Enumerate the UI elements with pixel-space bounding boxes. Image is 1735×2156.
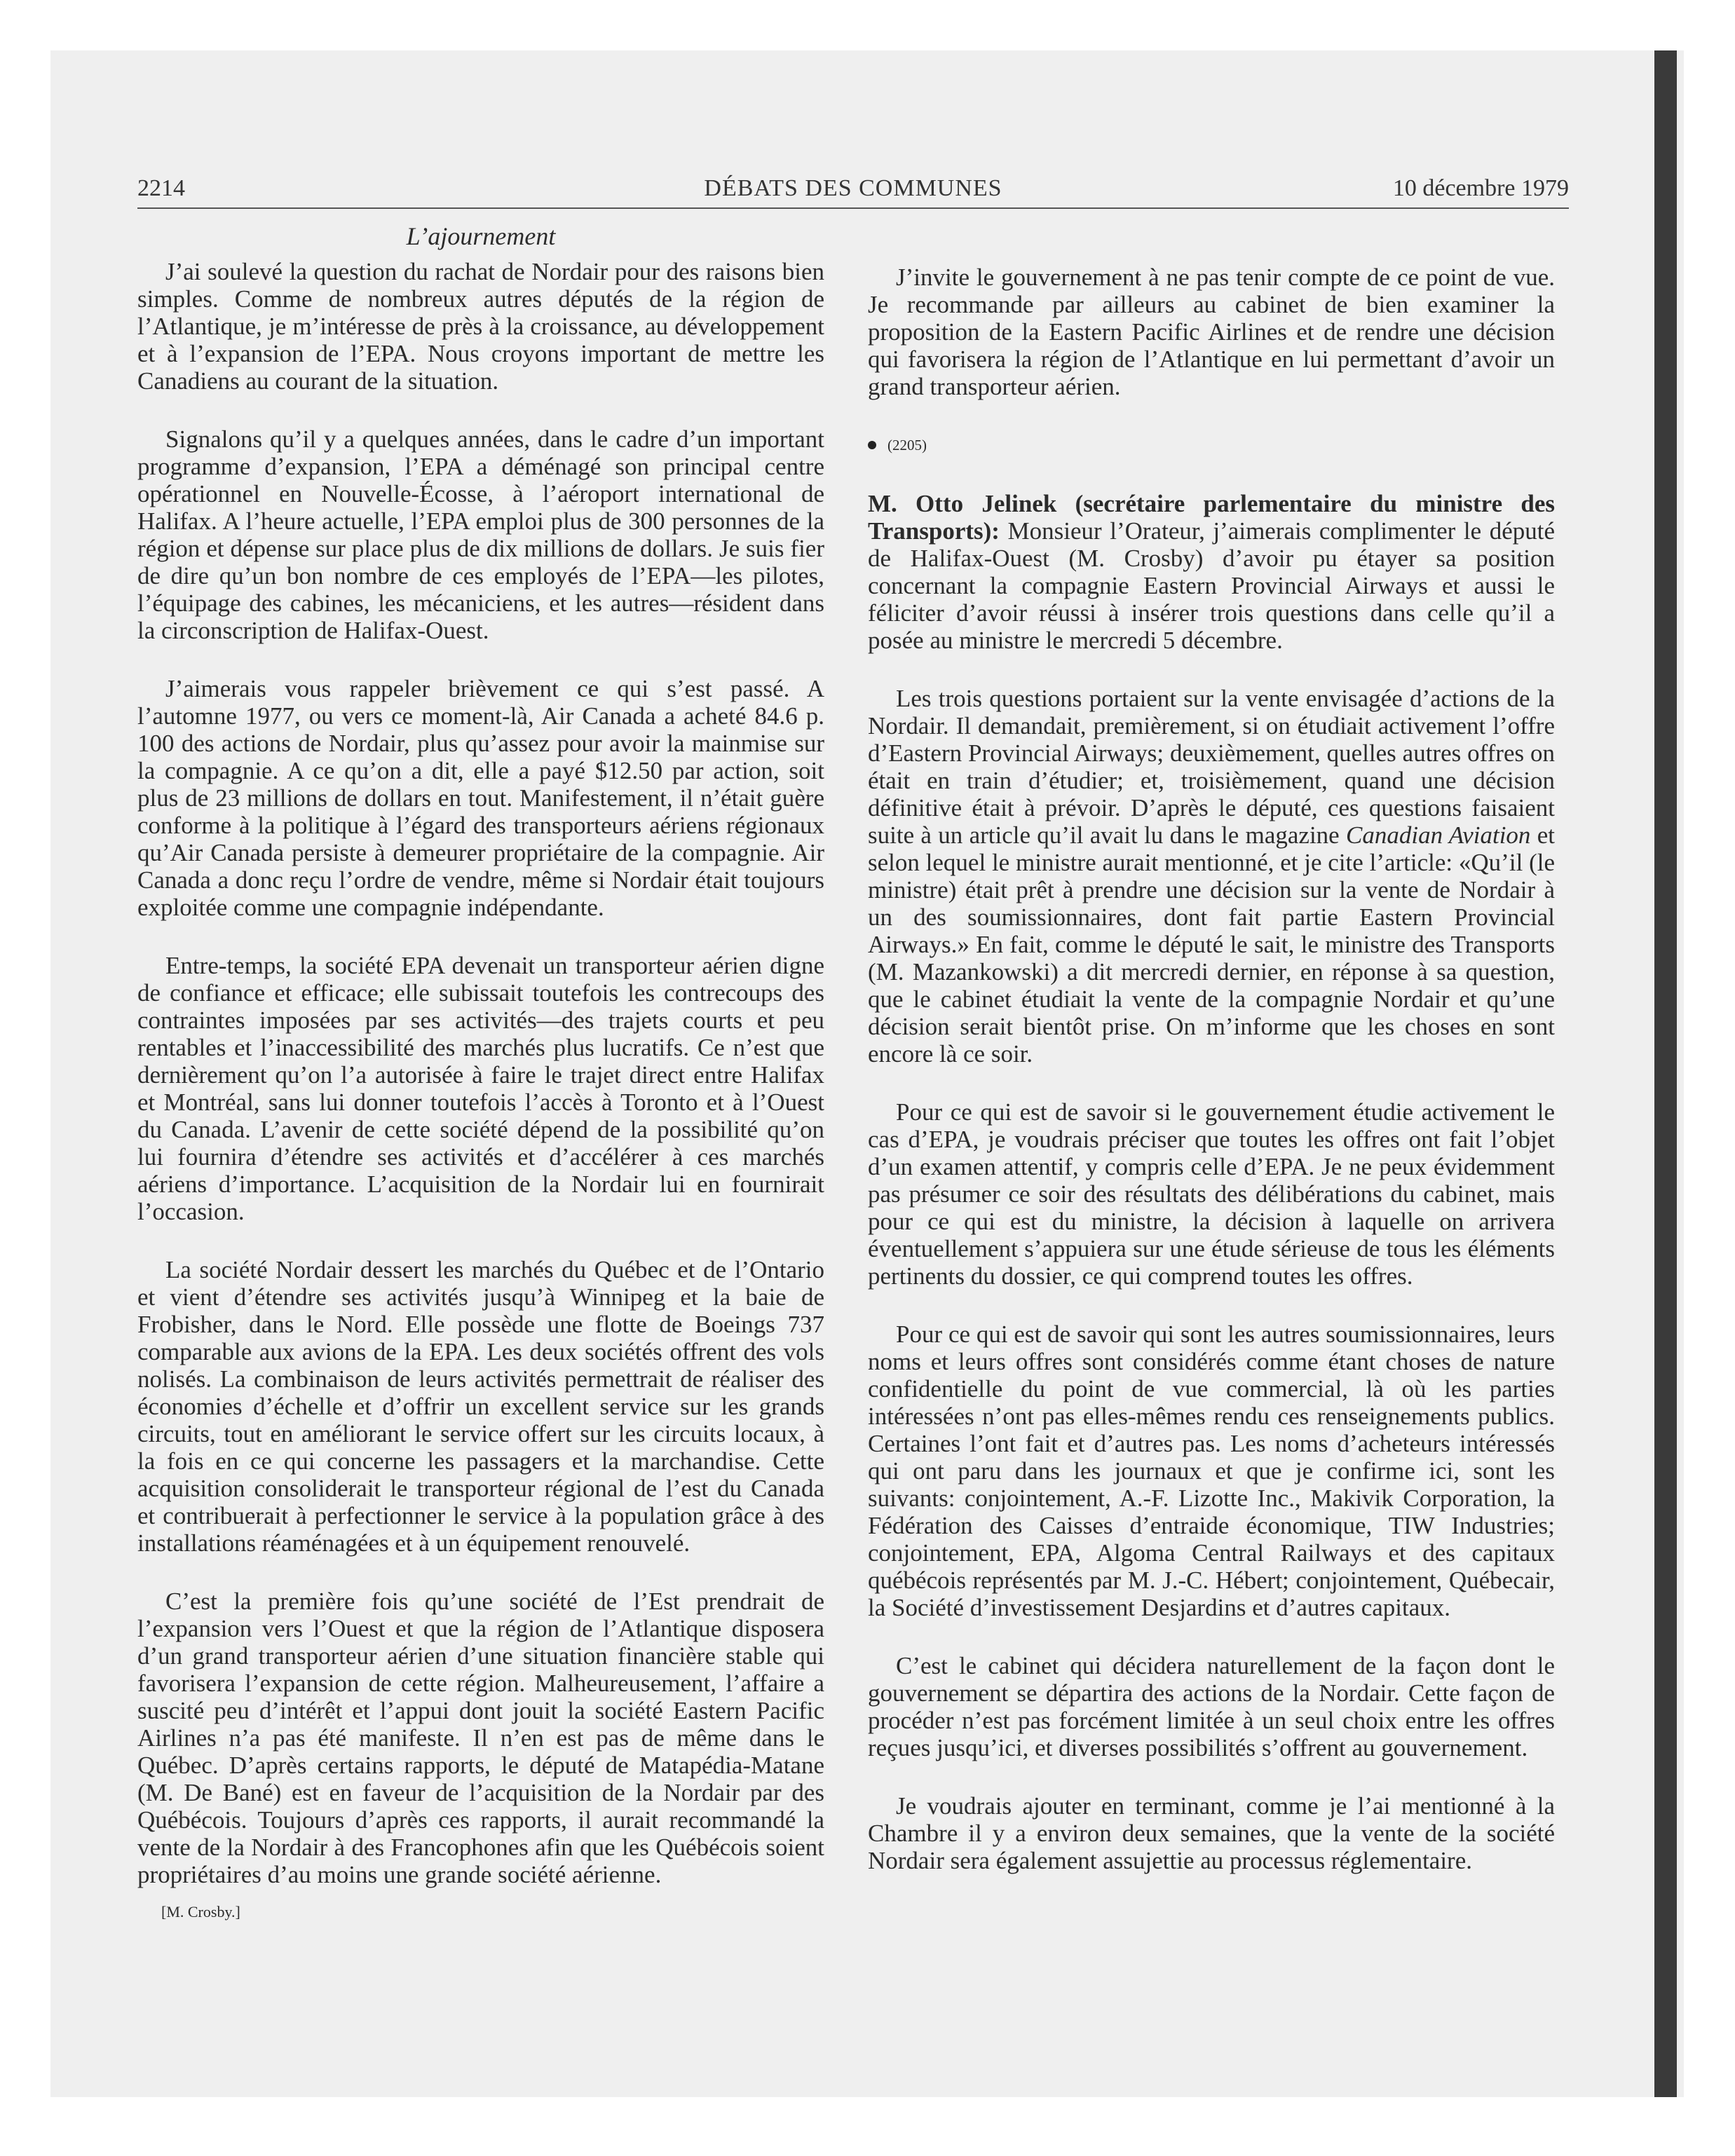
paragraph: J’aimerais vous rappeler brièvement ce qui s’est passé. A l’automne 1977, ou vers ce moment-là, Air Canada a acheté 84.6 p. 100 des actions de Nordair, plus qu’assez pour avoir la mainmise sur la compagnie. A ce qu’on a dit, elle a payé $12.50 par action, soit plus de 23 millions de dollars en tout. Manifestement, il n’était guère conforme à la politique à l’égard des transporteurs aériens régionaux qu’Air Canada persiste à demeurer propriétaire de la compagnie. Air Canada a donc reçu l’ordre de vendre, même si Nordair était toujours exploitée comme une compagnie indépendante. (137, 675, 824, 921)
paragraph: J’invite le gouvernement à ne pas tenir compte de ce point de vue. Je recommande par ailleurs au cabinet de bien examiner la proposition de la Eastern Pacific Airlines et de rendre une décision qui favorisera la région de l’Atlantique en lui permettant d’avoir un grand transporteur aérien. (868, 264, 1555, 400)
paragraph: C’est la première fois qu’une société de l’Est prendrait de l’expansion vers l’Ouest et que la région de l’Atlantique disposera d’un grand transporteur aérien d’une situation financière stable qui favorisera l’expansion de cette région. Malheureusement, l’affaire a suscité peu d’intérêt et l’appui dont jouit la société Eastern Pacific Airlines n’a pas été manifeste. Il n’en est pas de même dans le Québec. D’après certains rapports, le député de Matapédia-Matane (M. De Bané) est en faveur de l’acquisition de la Nordair par des Québécois. Toujours d’après ces rapports, il aurait recommandé la vente de la Nordair à des Francophones afin que les Québécois soient propriétaires d’au moins une grande société aérienne. (137, 1588, 824, 1888)
magazine-title: Canadian Aviation (1346, 821, 1531, 849)
paragraph (868, 685, 1555, 1067)
speaker-attribution: [M. Crosby.] (161, 1903, 240, 1920)
paragraph: Je voudrais ajouter en terminant, comme je l’ai mentionné à la Chambre il y a environ deux semaines, que la vente de la société Nordair sera également assujettie au processus réglementaire. (868, 1792, 1555, 1874)
paragraph: C’est le cabinet qui décidera naturellement de la façon dont le gouvernement se départira des actions de la Nordair. Cette façon de procéder n’est pas forcément limitée à un seul choix entre les offres reçues jusqu’ici, et diverses possibilités s’offrent au gouvernement. (868, 1652, 1555, 1761)
paragraph-text: et selon lequel le ministre aurait mentionné, et je cite l’article: «Qu’il (le ministre) était prêt à prendre une décision sur la vente de Nordair à un des soumissionnaires, dont fait partie Eastern Provincial Airways.» En fait, comme le député le sait, le ministre des Transports (M. Mazankowski) a dit mercredi dernier, en réponse à sa question, que le cabinet étudiait la vente de la compagnie Nordair et qu’une décision serait bientôt prise. On m’informe que les choses en sont encore là ce soir. (868, 821, 1555, 1067)
bullet-icon (868, 441, 876, 449)
left-column (137, 223, 824, 1925)
page-header (137, 170, 1569, 209)
time-marker (868, 431, 1555, 459)
paragraph: Entre-temps, la société EPA devenait un transporteur aérien digne de confiance et efficace; elle subissait toutefois les contrecoups des contraintes imposées par ses activités—des trajets courts et peu rentables et l’inaccessibilité des marchés plus lucratifs. Ce n’est que dernièrement qu’on l’a autorisée à faire le trajet direct entre Halifax et Montréal, sans lui donner toutefois l’accès à Toronto et à l’Ouest du Canada. L’avenir de cette société dépend de la possibilité qu’on lui fournira d’étendre ses activités et d’accélérer à ces marchés aériens d’importance. L’acquisition de la Nordair lui en fournirait l’occasion. (137, 952, 824, 1225)
page-number: 2214 (137, 175, 185, 201)
right-column (868, 223, 1555, 1905)
paragraph-text: Les trois questions portaient sur la vente envisagée d’actions de la Nordair. Il demandait, premièrement, si on étudiait activement l’offre d’Eastern Provincial Airways; deuxièmement, quelles autres offres on était en train d’étudier; et, troisièmement, quand une décision définitive était à prévoir. D’après le député, ces questions faisaient suite à un article qu’il avait lu dans le magazine (868, 685, 1555, 849)
paragraph: Pour ce qui est de savoir qui sont les autres soumissionnaires, leurs noms et leurs offres sont considérés comme étant choses de nature confidentielle du point de vue commercial, là où les parties intéressées n’ont pas elles-mêmes rendu ces renseignements publics. Certaines l’ont fait et d’autres pas. Les noms d’acheteurs intéressés qui ont paru dans les journaux et que je confirme ici, sont les suivants: conjointement, A.-F. Lizotte Inc., Makivik Corporation, la Fédération des Caisses d’entraide économique, TIW Industries; conjointement, EPA, Algoma Central Railways et des capitaux québécois représentés par M. J.-C. Hébert; conjointement, Québecair, la Société d’investissement Desjardins et d’autres capitaux. (868, 1321, 1555, 1621)
binding-edge (1654, 50, 1677, 2097)
paragraph: Pour ce qui est de savoir si le gouvernement étudie activement le cas d’EPA, je voudrais préciser que toutes les offres ont fait l’objet d’un examen attentif, y compris celle d’EPA. Je ne peux évidemment pas présumer ce soir des résultats des délibérations du cabinet, mais pour ce qui est du ministre, la décision à laquelle on arrivera éventuellement s’appuiera sur une étude sérieuse de tous les éléments pertinents du dossier, ce qui comprend toutes les offres. (868, 1098, 1555, 1290)
journal-title: DÉBATS DES COMMUNES (704, 175, 1002, 201)
paragraph: J’ai soulevé la question du rachat de Nordair pour des raisons bien simples. Comme de nombreux autres députés de la région de l’Atlantique, je m’intéresse de près à la croissance, au développement et à l’expansion de l’EPA. Nous croyons important de mettre les Canadiens au courant de la situation. (137, 258, 824, 395)
speaker-paragraph (868, 490, 1555, 654)
section-title: L’ajournement (406, 222, 556, 250)
time-label: (2205) (887, 437, 927, 453)
speaker-name: M. Otto Jelinek (secrétaire parlementaire du ministre des Transports): (868, 490, 1555, 545)
issue-date: 10 décembre 1979 (1392, 175, 1569, 201)
paragraph: La société Nordair dessert les marchés du Québec et de l’Ontario et vient d’étendre ses activités jusqu’à Winnipeg et la baie de Frobisher, dans le Nord. Elle possède une flotte de Boeings 737 comparable aux avions de la EPA. Les deux sociétés offrent des vols nolisés. La combinaison de leurs activités permettrait de réaliser des économies d’échelle et d’offrir un excellent service sur les grands circuits, tout en améliorant le service offert sur les circuits locaux, à la fois en ce qui concerne les passagers et la marchandise. Cette acquisition consoliderait le transporteur régional de l’est du Canada et contribuerait à perfectionner le service à la population grâce à des installations réaménagées et à un équipement renouvelé. (137, 1256, 824, 1557)
paragraph: Signalons qu’il y a quelques années, dans le cadre d’un important programme d’expansion, l’EPA a déménagé son principal centre opérationnel en Nouvelle-Écosse, à l’aéroport international de Halifax. A l’heure actuelle, l’EPA emploi plus de 300 personnes de la région et dépense sur place plus de dix millions de dollars. Je suis fier de dire qu’un bon nombre de ces employés de l’EPA—les pilotes, l’équipage des cabines, les mécaniciens, et les autres—résident dans la circonscription de Halifax-Ouest. (137, 425, 824, 644)
speaker-text: Monsieur l’Orateur, j’aimerais complimenter le député de Halifax-Ouest (M. Crosby) d’avoir pu étayer sa position concernant la compagnie Eastern Provincial Airways et aussi le féliciter d’avoir réussi à insérer trois questions dans celle qu’il a posée au ministre le mercredi 5 décembre. (868, 517, 1555, 654)
